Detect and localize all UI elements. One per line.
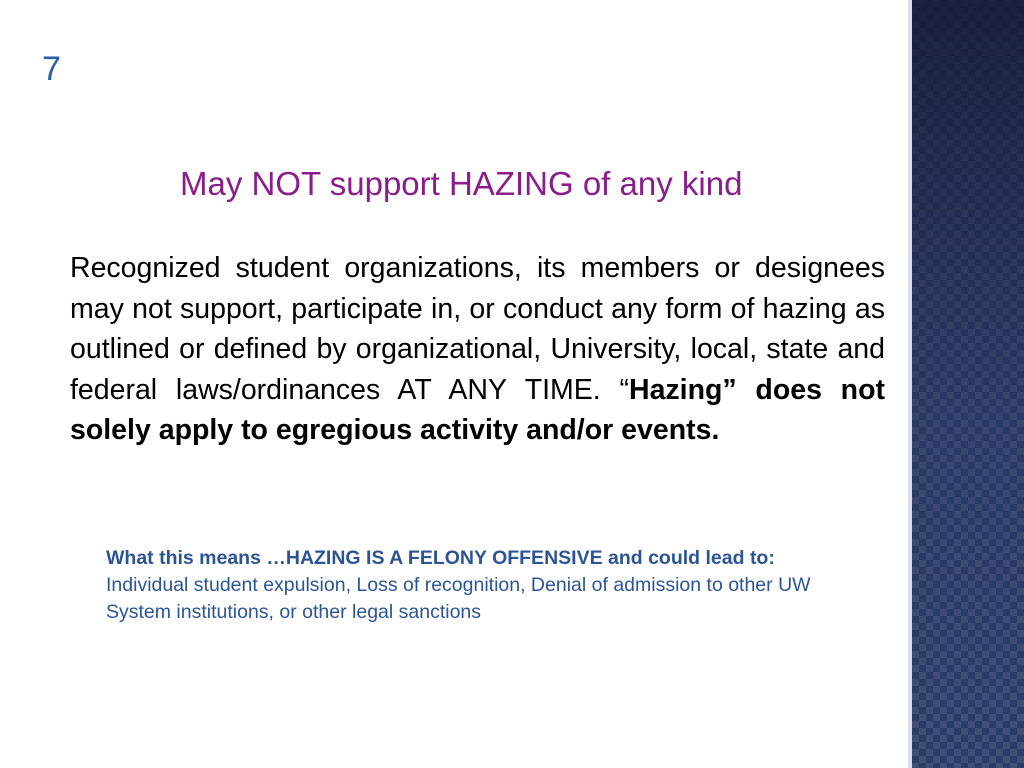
slide-number: 7: [42, 50, 61, 88]
note-detail: Individual student expulsion, Loss of recognition, Denial of admission to other UW System institutions, or other legal sanctions: [106, 574, 811, 623]
body-text-plain: Recognized student organizations, its members or designees may not support, participate in, or conduct any form of hazing as outlined or defined by organizational, University, local, state and federal laws/ordinances AT ANY TIME. “: [70, 252, 885, 406]
body-paragraph: [70, 248, 885, 451]
consequences-note: [106, 545, 876, 626]
body-text-bold: Hazing” does not solely apply to egregious activity and/or events.: [70, 373, 885, 446]
note-heading: What this means …HAZING IS A FELONY OFFENSIVE and could lead to:: [106, 547, 775, 569]
decorative-side-panel: [912, 0, 1024, 768]
slide-title: May NOT support HAZING of any kind: [180, 165, 743, 202]
